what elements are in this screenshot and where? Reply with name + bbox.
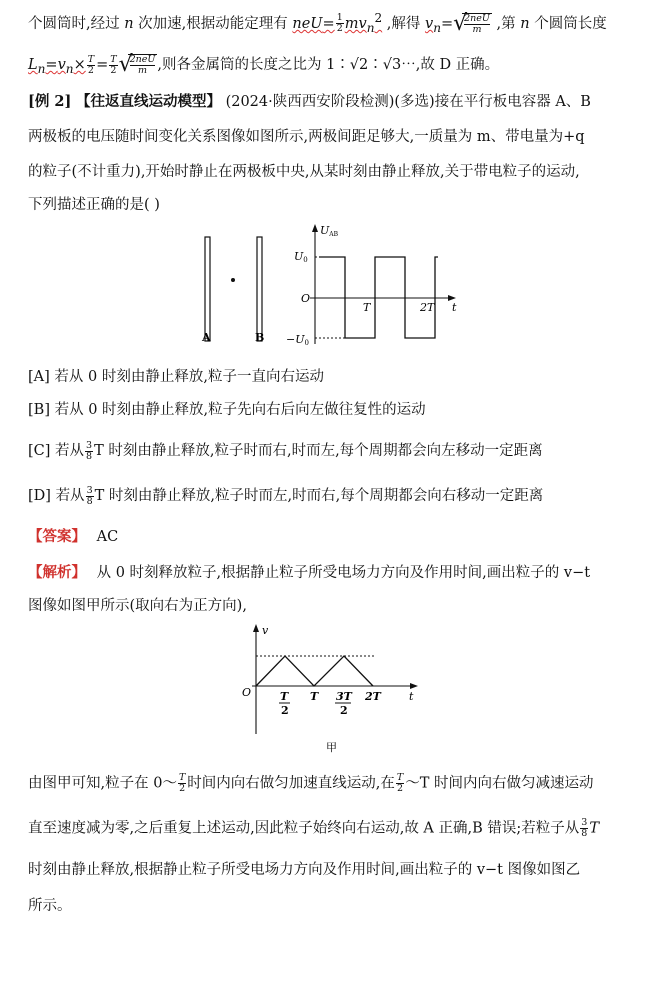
option-pre: 若从	[55, 443, 85, 459]
num: 3	[86, 439, 93, 451]
tick-den: 2	[340, 704, 348, 717]
u-axis-label: UAB	[320, 224, 339, 238]
den: m	[472, 23, 482, 35]
v: v	[57, 57, 66, 73]
option-pre: 若从	[55, 488, 85, 504]
sup: 2	[374, 11, 383, 25]
text: 次加速,根据动能定理有	[138, 15, 288, 32]
den: 2	[87, 64, 94, 76]
sub: n	[366, 20, 375, 35]
eq-sign: =	[440, 15, 454, 32]
example-line-2: 两极板的电压随时间变化关系图像如图所示,两极间距足够大,一质量为 m、带电量为+q	[28, 129, 585, 145]
answer-label: 【答案】	[28, 528, 86, 545]
num: 1	[336, 12, 343, 24]
fraction-3-8	[580, 818, 588, 839]
fraction-T2	[87, 55, 95, 76]
t-label-T: T	[363, 301, 371, 314]
plate-a	[205, 237, 210, 341]
origin-label: O	[301, 292, 311, 305]
text: ,第	[496, 15, 516, 32]
var-n: n	[124, 15, 134, 32]
tick-num: 3T	[336, 690, 352, 703]
origin-label: O	[242, 686, 252, 699]
example-line-4: 下列描述正确的是( )	[28, 197, 160, 213]
tick-2T: 2T	[365, 690, 381, 703]
den: 2	[110, 64, 117, 76]
text: 个圆筒长度	[534, 15, 607, 32]
option-b	[28, 399, 636, 421]
option-a	[28, 366, 636, 388]
option-label: [C]	[28, 443, 51, 459]
u-arrow	[312, 224, 318, 232]
num: T	[178, 772, 186, 783]
analysis-label: 【解析】	[28, 564, 86, 581]
den: 8	[86, 450, 93, 462]
analysis-line-5: 时刻由静止释放,根据静止粒子所受电场力方向及作用时间,画出粒子的 v−t 图像如图乙	[28, 862, 581, 878]
v-arrow	[253, 624, 259, 632]
text: 时间内向右做匀加速直线运动,在	[187, 775, 395, 792]
sqrt-expr	[119, 54, 158, 76]
analysis-line-2: 图像如图甲所示(取向右为正方向),	[28, 598, 247, 614]
neg-u0-label: −U0	[286, 333, 309, 347]
den: 2	[397, 783, 404, 794]
label-a: A	[202, 331, 211, 344]
energy-equation	[292, 11, 383, 35]
option-text: 若从 0 时刻由静止释放,粒子一直向右运动	[54, 369, 324, 385]
analysis-line-1	[28, 563, 634, 583]
answer-line	[28, 527, 634, 547]
eq: =	[96, 57, 109, 73]
var-n: n	[520, 15, 530, 32]
radical-sign: √	[453, 10, 468, 36]
text: 由图甲可知,粒子在 0～	[28, 775, 177, 792]
t-arrow	[410, 683, 418, 689]
label-b: B	[255, 331, 265, 344]
example-title: 【往返直线运动模型】	[75, 93, 221, 110]
num: T	[87, 53, 95, 65]
option-text: T 时刻由静止释放,粒子时而右,时而左,每个周期都会向左移动一定距离	[94, 443, 543, 459]
t-label-2T: 2T	[420, 301, 435, 314]
length-equation	[28, 53, 96, 76]
analysis-line-4	[28, 818, 634, 839]
fraction-half	[336, 13, 344, 34]
sub: n	[37, 61, 46, 76]
text: ,则各金属筒的长度之比为 1∶√2∶√3⋯,故 D 正确。	[157, 57, 500, 73]
u0-label: U0	[294, 250, 308, 264]
t-axis-label: t	[452, 301, 457, 314]
intro-line-2	[28, 54, 634, 79]
text: 个圆筒时,经过	[28, 15, 120, 32]
analysis-text: 从 0 时刻释放粒子,根据静止粒子所受电场力方向及作用时间,画出粒子的 v−t	[96, 565, 591, 581]
num: 2neU	[464, 12, 490, 24]
eq-sign: =	[322, 15, 335, 32]
num: T	[396, 772, 404, 783]
text: ,解得	[386, 15, 421, 32]
radical-sign: √	[118, 52, 133, 77]
intro-line-1	[28, 8, 634, 38]
den: 2	[179, 783, 186, 794]
t-axis-label: t	[409, 690, 414, 703]
tick-den: 2	[281, 704, 289, 717]
sub: n	[433, 20, 441, 35]
figure-vt-graph	[234, 620, 424, 760]
fraction-T-2	[396, 773, 404, 794]
velocity-curve	[256, 656, 373, 686]
particle	[231, 278, 235, 282]
num: 3	[86, 484, 93, 496]
fraction-3-8	[85, 441, 93, 462]
figure-caption: 甲	[326, 741, 337, 754]
num: 3	[581, 817, 588, 828]
sqrt-expr	[453, 10, 492, 36]
fraction-T-2	[178, 773, 186, 794]
tick-num: T	[280, 690, 289, 703]
num: 2neU	[129, 54, 156, 65]
times: ×	[73, 57, 86, 73]
option-label: [D]	[28, 488, 51, 504]
option-label: [A]	[28, 369, 50, 385]
answer-value: AC	[96, 529, 119, 545]
L: L	[28, 57, 38, 73]
num: T	[110, 53, 117, 65]
den: 8	[581, 828, 588, 839]
tick-3T-half	[335, 690, 353, 717]
option-text: 若从 0 时刻由静止释放,粒子先向右后向左做往复性的运动	[54, 402, 426, 418]
option-label: [B]	[28, 402, 50, 418]
eq-mv: mv	[344, 15, 367, 32]
sub: n	[65, 61, 74, 76]
option-text: T 时刻由静止释放,粒子时而左,时而右,每个周期都会向右移动一定距离	[94, 488, 544, 504]
analysis-line-6: 所示。	[28, 898, 72, 914]
plate-b	[257, 237, 262, 341]
text: 直至速度减为零,之后重复上述运动,因此粒子始终向右运动,故 A 正确,B 错误;若粒子从	[28, 820, 580, 837]
fraction-T2	[109, 55, 117, 76]
vn-equation	[424, 15, 441, 35]
tick-T-half	[279, 690, 290, 717]
den: 8	[86, 495, 93, 507]
example-line-3: 的粒子(不计重力),开始时静止在两极板中央,从某时刻由静止释放,关于带电粒子的运动,	[28, 164, 580, 180]
text: T	[589, 820, 599, 837]
example-source: (2024·陕西西安阶段检测)(多选)接在平行板电容器 A、B	[225, 94, 591, 110]
example-tag: [例 2]	[28, 93, 72, 110]
den: m	[137, 65, 147, 76]
example-line-1	[28, 92, 634, 112]
den: 2	[336, 23, 343, 35]
analysis-line-3	[28, 773, 634, 794]
text: ～T 时间内向右做匀减速运动	[405, 775, 594, 792]
tick-T: T	[310, 690, 319, 703]
vn: v	[424, 15, 434, 32]
eq-neu: neU	[292, 15, 323, 32]
figure-capacitor-voltage	[190, 220, 470, 350]
option-c	[28, 440, 636, 462]
v-axis-label: v	[262, 624, 269, 637]
fraction-3-8	[86, 486, 94, 507]
option-d	[28, 485, 636, 507]
eq: =	[45, 57, 58, 73]
